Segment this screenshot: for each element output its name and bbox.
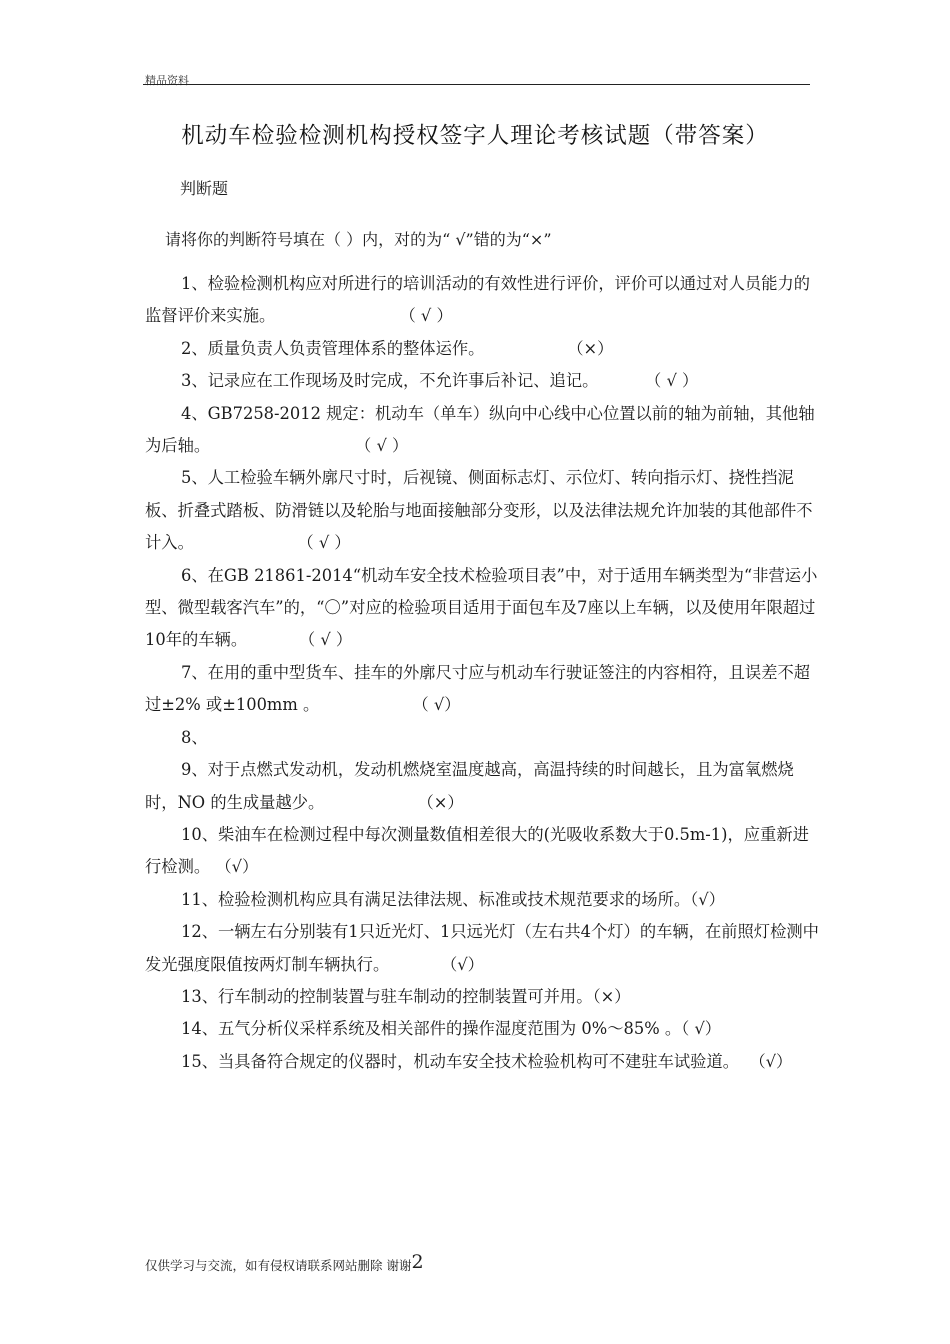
page-number: 2 xyxy=(411,1251,424,1273)
question-text: 10、柴油车在检测过程中每次测量数值相差很大的(光吸收系数大于0.5m-1)，应重新进行检测。 xyxy=(145,824,809,877)
question-item xyxy=(145,1013,820,1045)
answer-mark: （√） xyxy=(690,889,725,909)
header-divider xyxy=(143,84,810,85)
answer-mark: （ √ ） xyxy=(247,630,353,650)
answer-mark: （ √ ） xyxy=(275,306,453,326)
question-text: 3、记录应在工作现场及时完成，不允许事后补记、追记。 xyxy=(181,371,599,391)
question-item xyxy=(145,722,820,754)
question-item xyxy=(145,365,820,397)
answer-mark: （√） xyxy=(210,857,259,877)
answer-mark: （ √ ） xyxy=(210,436,409,456)
answer-mark: （×） xyxy=(324,792,464,812)
question-item xyxy=(145,819,820,884)
question-text: 1、检验检测机构应对所进行的培训活动的有效性进行评价，评价可以通过对人员能力的监督评价来实施。 xyxy=(145,274,811,326)
question-item xyxy=(145,268,820,333)
question-item xyxy=(145,333,820,365)
answer-mark: （×） xyxy=(592,986,631,1006)
question-item xyxy=(145,916,820,981)
answer-mark: （√） xyxy=(389,954,484,974)
question-text: 2、质量负责人负责管理体系的整体运作。 xyxy=(181,338,485,358)
answer-mark: （ √ ） xyxy=(598,371,699,391)
answer-mark: （ √） xyxy=(681,1019,722,1039)
question-text: 12、一辆左右分别装有1只近光灯、1只远光灯（左右共4个灯）的车辆，在前照灯检测中发光强度限值按两灯制车辆执行。 xyxy=(145,922,819,974)
question-item xyxy=(145,657,820,722)
question-text: 14、五气分析仪采样系统及相关部件的操作湿度范围为 0%～85% 。 xyxy=(181,1019,682,1039)
instruction-text: 请将你的判断符号填在（ ）内，对的为“ √”错的为“×” xyxy=(165,230,552,249)
document-title: 机动车检验检测机构授权签字人理论考核试题（带答案） xyxy=(181,123,769,149)
section-heading: 判断题 xyxy=(180,179,229,198)
answer-mark: （×） xyxy=(484,338,614,358)
question-text: 15、当具备符合规定的仪器时，机动车安全技术检验机构可不建驻车试验道。 xyxy=(181,1051,740,1071)
question-item xyxy=(145,981,820,1013)
footer-text: 仅供学习与交流，如有侵权请联系网站删除 谢谢 xyxy=(145,1258,412,1273)
question-item xyxy=(145,884,820,916)
question-list xyxy=(145,268,820,1078)
question-text: 9、对于点燃式发动机，发动机燃烧室温度越高，高温持续的时间越长，且为富氧燃烧时，NO 的生成量越少。 xyxy=(145,760,794,812)
question-text: 5、人工检验车辆外廓尺寸时，后视镜、侧面标志灯、示位灯、转向指示灯、挠性挡泥板、折叠式踏板、防滑链以及轮胎与地面接触部分变形，以及法律法规允许加装的其他部件不计入。 xyxy=(145,468,813,553)
answer-mark: （√） xyxy=(739,1051,793,1071)
question-text: 11、检验检测机构应具有满足法律法规、标准或技术规范要求的场所。 xyxy=(181,889,691,909)
question-text: 6、在GB 21861-2014“机动车安全技术检验项目表”中，对于适用车辆类型为“非营运小型、微型载客汽车”的，“〇”对应的检验项目适用于面包车及7座以上车辆，以及使用年限超过 10年的车辆。 xyxy=(145,565,818,650)
question-item xyxy=(145,754,820,819)
question-text: 7、在用的重中型货车、挂车的外廓尺寸应与机动车行驶证签注的内容相符，且误差不超过±2% 或±100mm 。 xyxy=(145,662,811,715)
question-item xyxy=(145,1046,820,1078)
question-item xyxy=(145,398,820,463)
question-text: 8、 xyxy=(181,727,208,747)
answer-mark: （ √ ） xyxy=(193,533,351,553)
question-item xyxy=(145,462,820,559)
question-item xyxy=(145,560,820,657)
question-text: 4、GB7258-2012 规定：机动车（单车）纵向中心线中心位置以前的轴为前轴，其他轴为后轴。 xyxy=(145,403,815,456)
header-label: 精品资料 xyxy=(145,74,189,87)
question-text: 13、行车制动的控制装置与驻车制动的控制装置可并用。 xyxy=(181,986,593,1006)
page-footer xyxy=(145,1251,424,1274)
answer-mark: （ √） xyxy=(319,695,461,715)
